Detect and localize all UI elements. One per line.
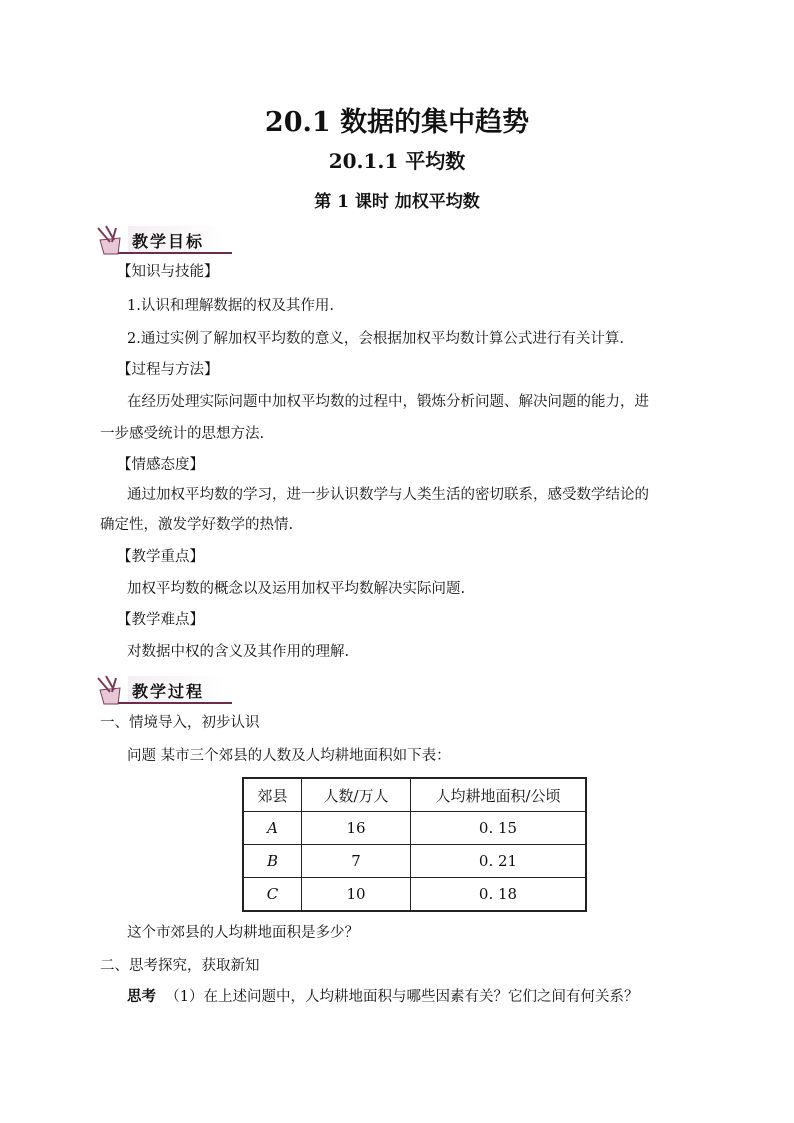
data-table <box>242 777 587 912</box>
heading-explore: 二、思考探究，获取新知 <box>100 958 260 974</box>
paragraph: 对数据中权的含义及其作用的理解. <box>127 644 350 660</box>
paragraph: 2.通过实例了解加权平均数的意义，会根据加权平均数计算公式进行有关计算. <box>127 331 624 347</box>
table-header: 人均耕地面积/公顷 <box>411 778 587 812</box>
table-row <box>243 812 586 845</box>
think-label: 思考 <box>127 988 156 1005</box>
badge-label: 教学过程 <box>132 682 205 701</box>
heading-key-points: 【教学重点】 <box>117 549 204 565</box>
chapter-title: 20.1 数据的集中趋势 <box>264 107 530 138</box>
table-header: 人数/万人 <box>302 778 411 812</box>
section-title: 20.1.1 平均数 <box>328 149 466 173</box>
table-cell: 7 <box>302 845 411 878</box>
table-row <box>243 845 586 878</box>
table-header-row <box>243 778 586 812</box>
paragraph: 在经历处理实际问题中加权平均数的过程中，锻炼分析问题、解决问题的能力，进 <box>127 394 649 410</box>
lesson-title: 第 1 课时 加权平均数 <box>314 192 480 212</box>
table-cell: 0. 15 <box>411 812 587 845</box>
problem-text: 问题 某市三个郊县的人数及人均耕地面积如下表： <box>127 748 451 764</box>
paragraph: 加权平均数的概念以及运用加权平均数解决实际问题. <box>127 581 466 597</box>
question-text: 这个市郊县的人均耕地面积是多少？ <box>127 925 359 941</box>
heading-difficulties: 【教学难点】 <box>117 612 204 628</box>
table-cell: 0. 21 <box>411 845 587 878</box>
section-badge-process <box>92 674 232 708</box>
heading-knowledge: 【知识与技能】 <box>117 264 219 280</box>
table-cell: 16 <box>302 812 411 845</box>
table-cell: A <box>243 812 302 845</box>
table-cell: 0. 18 <box>411 878 587 912</box>
table-cell: B <box>243 845 302 878</box>
paragraph: 确定性，激发学好数学的热情. <box>100 517 294 533</box>
section-badge-objectives <box>92 224 232 258</box>
heading-attitude: 【情感态度】 <box>117 457 204 473</box>
table-header: 郊县 <box>243 778 302 812</box>
think-text: （1）在上述问题中，人均耕地面积与哪些因素有关？它们之间有何关系？ <box>165 989 639 1005</box>
table-cell: 10 <box>302 878 411 912</box>
think-paragraph <box>127 987 638 1007</box>
heading-intro: 一、情境导入，初步认识 <box>100 715 260 731</box>
paragraph: 一步感受统计的思想方法. <box>100 426 265 442</box>
table-cell: C <box>243 878 302 912</box>
paragraph: 通过加权平均数的学习，进一步认识数学与人类生活的密切联系，感受数学结论的 <box>127 487 649 503</box>
badge-label: 教学目标 <box>132 232 205 251</box>
table-row <box>243 878 586 912</box>
heading-process: 【过程与方法】 <box>117 362 219 378</box>
paragraph: 1.认识和理解数据的权及其作用. <box>127 298 334 314</box>
